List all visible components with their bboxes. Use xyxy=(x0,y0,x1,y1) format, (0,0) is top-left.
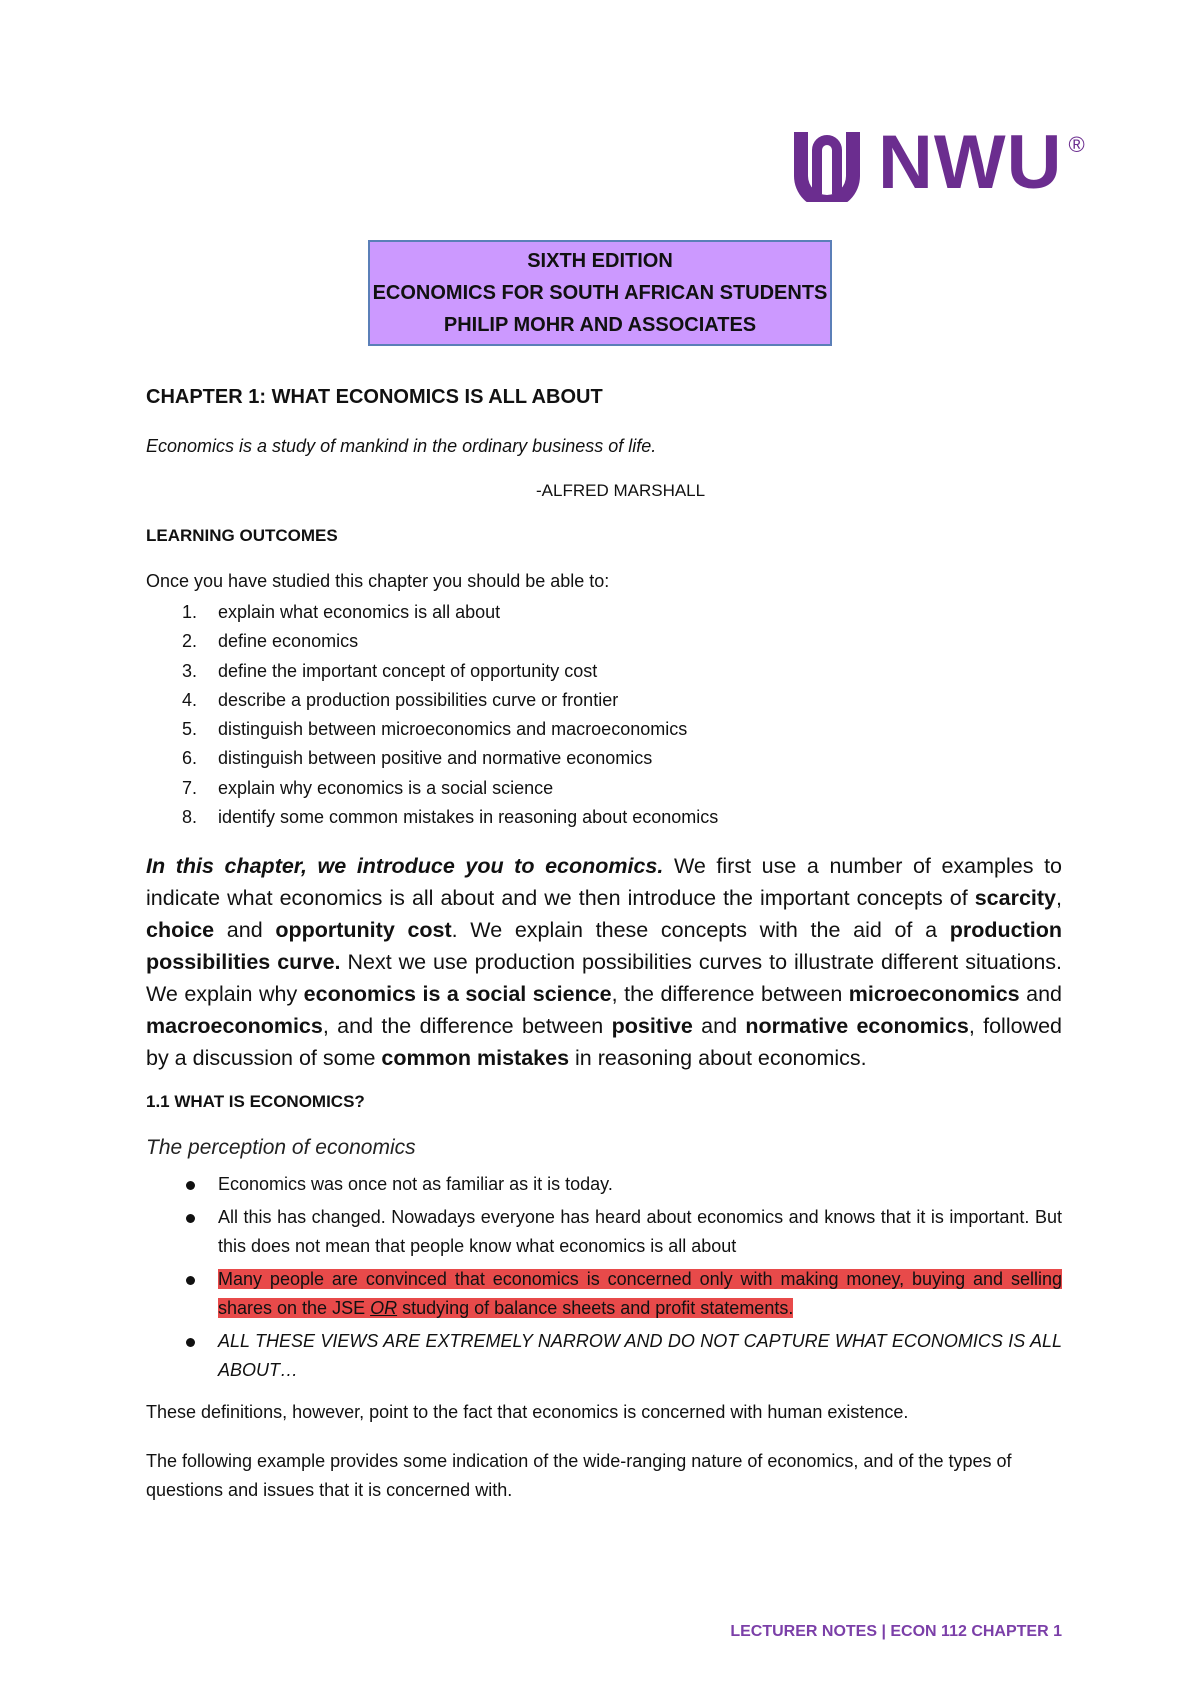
bullet-text: All this has changed. Nowadays everyone has heard about economics and knows that it is important. But this does not mean that people know what economics is all about xyxy=(218,1207,1062,1256)
list-number: 7. xyxy=(182,777,198,798)
list-item xyxy=(146,686,718,715)
list-item xyxy=(146,744,718,773)
section-heading: 1.1 WHAT IS ECONOMICS? xyxy=(146,1092,365,1111)
term-opportunity-cost: opportunity cost xyxy=(275,918,452,942)
term-macro: macroeconomics xyxy=(146,1014,323,1038)
list-item xyxy=(146,598,718,627)
intro-text: , xyxy=(1056,886,1062,910)
list-item xyxy=(146,627,718,656)
section-subheading: The perception of economics xyxy=(146,1136,416,1159)
term-positive: positive xyxy=(611,1014,693,1038)
list-number: 4. xyxy=(182,689,198,710)
learning-outcomes-intro: Once you have studied this chapter you should be able to: xyxy=(146,571,610,591)
list-item xyxy=(146,774,718,803)
bullet-icon xyxy=(186,1181,195,1190)
book-title-line: ECONOMICS FOR SOUTH AFRICAN STUDENTS xyxy=(372,282,828,304)
quote: Economics is a study of mankind in the ordinary business of life. xyxy=(146,436,657,456)
authors-line: PHILIP MOHR AND ASSOCIATES xyxy=(443,314,757,336)
or-emphasis: OR xyxy=(370,1298,398,1318)
book-title-box xyxy=(368,240,832,346)
perception-bullets xyxy=(146,1170,1062,1389)
list-number: 2. xyxy=(182,631,198,652)
chapter-intro-paragraph xyxy=(146,850,1062,1074)
term-micro: microeconomics xyxy=(848,982,1020,1006)
intro-text: We first use a number of examples to indicate what economics is all about and we then introduce the important concepts of xyxy=(146,854,1063,910)
intro-text: and xyxy=(214,918,276,942)
list-number: 8. xyxy=(182,807,198,828)
list-number: 3. xyxy=(182,660,198,681)
bullet-item xyxy=(146,1203,1062,1261)
term-social-science: economics is a social science xyxy=(303,982,612,1006)
logo-text: NWU xyxy=(878,120,1063,205)
paragraph: These definitions, however, point to the fact that economics is concerned with human existence. xyxy=(146,1402,909,1422)
list-text: identify some common mistakes in reasoning about economics xyxy=(218,807,719,828)
intro-text: Next we use production possibilities curves to illustrate different situations. We explain why xyxy=(146,950,1063,1006)
list-number: 6. xyxy=(182,748,198,769)
list-text: distinguish between positive and normative economics xyxy=(218,748,653,769)
list-item xyxy=(146,715,718,744)
intro-text: . We explain these concepts with the aid of a xyxy=(451,918,950,942)
term-common-mistakes: common mistakes xyxy=(381,1046,570,1070)
list-text: describe a production possibilities curve or frontier xyxy=(218,689,619,710)
nwu-logo xyxy=(786,120,1085,205)
term-normative: normative economics xyxy=(745,1014,969,1038)
registered-mark: ® xyxy=(1068,132,1085,157)
list-text: distinguish between microeconomics and macroeconomics xyxy=(218,719,688,740)
intro-text: , the difference between xyxy=(611,982,849,1006)
bullet-item xyxy=(146,1327,1062,1385)
intro-text: in reasoning about economics. xyxy=(569,1046,867,1070)
bullet-text: Many people are convinced that economics is concerned only with making money, buying and selling shares on the JSE xyxy=(218,1269,1062,1318)
bullet-icon xyxy=(186,1338,195,1347)
highlighted-text xyxy=(218,1269,1062,1318)
edition-line: SIXTH EDITION xyxy=(527,250,673,272)
learning-outcomes-list xyxy=(146,598,718,832)
paragraph: The following example provides some indication of the wide-ranging nature of economics, and of the types of questions and issues that it is concerned with. xyxy=(146,1451,1012,1500)
list-item xyxy=(146,657,718,686)
term-scarcity: scarcity xyxy=(974,886,1057,910)
bullet-item xyxy=(146,1170,1062,1199)
bullet-text: studying of balance sheets and profit statements. xyxy=(397,1298,794,1318)
list-text: define economics xyxy=(218,631,359,652)
term-ppc: production possibilities curve. xyxy=(146,918,1062,974)
bullet-item xyxy=(146,1265,1062,1323)
intro-text: and xyxy=(692,1014,746,1038)
page-footer: LECTURER NOTES | ECON 112 CHAPTER 1 xyxy=(730,1623,1062,1640)
quote-author: -ALFRED MARSHALL xyxy=(536,481,706,500)
intro-lead: In this chapter, we introduce you to economics. xyxy=(146,854,664,878)
list-item xyxy=(146,803,718,832)
list-text: define the important concept of opportunity cost xyxy=(218,660,598,681)
bullet-text: Economics was once not as familiar as it is today. xyxy=(218,1174,613,1194)
learning-outcomes-heading: LEARNING OUTCOMES xyxy=(146,526,338,545)
list-text: explain why economics is a social science xyxy=(218,777,554,798)
bullet-icon xyxy=(186,1214,195,1223)
bullet-icon xyxy=(186,1276,195,1285)
nwu-emblem-icon xyxy=(786,124,868,202)
intro-text: , followed by a discussion of some xyxy=(146,1014,1063,1070)
list-number: 5. xyxy=(182,719,198,740)
chapter-title: CHAPTER 1: WHAT ECONOMICS IS ALL ABOUT xyxy=(146,386,603,408)
intro-text: , and the difference between xyxy=(322,1014,612,1038)
bullet-text: ALL THESE VIEWS ARE EXTREMELY NARROW AND DO NOT CAPTURE WHAT ECONOMICS IS ALL ABOUT… xyxy=(218,1331,1062,1380)
list-number: 1. xyxy=(182,602,198,622)
term-choice: choice xyxy=(146,918,215,942)
list-text: explain what economics is all about xyxy=(218,602,501,622)
intro-text: and xyxy=(1019,982,1062,1006)
